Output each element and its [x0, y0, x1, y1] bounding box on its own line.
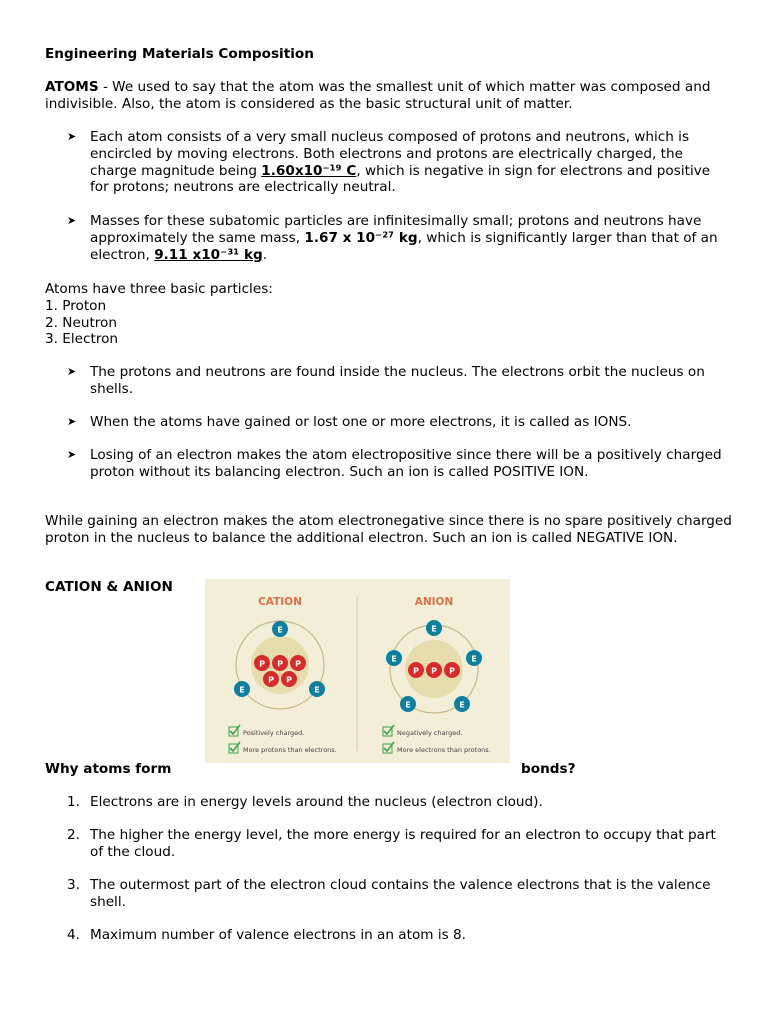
electron — [426, 620, 442, 636]
svg-text:P: P — [268, 675, 274, 685]
list-text: Electrons are in energy levels around the nucleus (electron cloud). — [90, 794, 543, 810]
proton — [290, 655, 306, 671]
list-item: 1. Proton — [45, 297, 107, 314]
particles-intro: Atoms have three basic particles: — [45, 281, 273, 297]
anion-note: More electrons than protons. — [397, 746, 491, 754]
arrow-bullet-icon: ➤ — [67, 130, 77, 143]
electron-mass-value: 9.11 x10⁻³¹ kg — [154, 246, 263, 263]
list-number: 2. — [67, 827, 80, 843]
arrow-bullet-icon: ➤ — [67, 365, 77, 378]
atoms-paragraph — [45, 79, 735, 113]
svg-text:P: P — [259, 659, 265, 669]
electron — [386, 650, 402, 666]
proton — [263, 671, 279, 687]
list-item: 3. Electron — [45, 331, 119, 348]
anion-note: Negatively charged. — [397, 729, 463, 737]
svg-text:E: E — [239, 685, 245, 695]
anion-title: ANION — [414, 596, 454, 608]
bullet-text: Each atom consists of a very small nucleus composed of protons and neutrons, which is encircled by moving electrons. Both electrons and protons are electrically charged, the charge magnitude being — [90, 129, 690, 179]
bullet-item — [45, 447, 725, 481]
svg-text:P: P — [449, 666, 455, 676]
list-number: 4. — [67, 927, 80, 943]
svg-text:E: E — [431, 624, 437, 634]
list-item — [45, 877, 725, 911]
electron — [272, 621, 288, 637]
list-text: The outermost part of the electron cloud contains the valence electrons that is the valence shell. — [90, 877, 711, 910]
svg-text:P: P — [295, 659, 301, 669]
particles-list — [45, 281, 735, 348]
svg-text:P: P — [277, 659, 283, 669]
check-icon — [383, 725, 394, 736]
arrow-bullet-icon: ➤ — [67, 415, 77, 428]
electron — [234, 681, 250, 697]
proton — [254, 655, 270, 671]
bullet-item — [45, 364, 725, 398]
electron-charge-value: 1.60x10⁻¹⁹ C — [261, 162, 357, 179]
proton — [281, 671, 297, 687]
cation-anion-figure — [205, 579, 510, 763]
proton — [426, 662, 442, 678]
page-title: Engineering Materials Composition — [45, 46, 314, 62]
bullet-text: Losing of an electron makes the atom electropositive since there will be a positively charged proton without its balancing electron. Such an ion is called POSITIVE ION. — [90, 447, 722, 480]
check-icon — [229, 725, 240, 736]
arrow-bullet-icon: ➤ — [67, 214, 77, 227]
check-icon — [229, 742, 240, 753]
proton — [272, 655, 288, 671]
why-heading-left: Why atoms form — [45, 761, 172, 777]
ion-diagram — [205, 579, 510, 763]
list-item: 2. Neutron — [45, 314, 117, 331]
list-item — [45, 794, 725, 811]
svg-text:E: E — [314, 685, 320, 695]
electron — [454, 696, 470, 712]
list-number: 3. — [67, 877, 80, 893]
svg-text:E: E — [277, 625, 283, 635]
list-item — [45, 827, 725, 861]
bullet-text: . — [262, 246, 268, 263]
list-text: Maximum number of valence electrons in an atom is 8. — [90, 927, 466, 943]
proton-mass-value: 1.67 x 10⁻²⁷ kg — [304, 229, 418, 246]
svg-text:P: P — [431, 666, 437, 676]
bullet-text: When the atoms have gained or lost one or more electrons, it is called as IONS. — [90, 414, 632, 430]
svg-text:P: P — [413, 666, 419, 676]
cation-note: More protons than electrons. — [243, 746, 337, 754]
svg-text:P: P — [286, 675, 292, 685]
electron — [466, 650, 482, 666]
atoms-intro: - We used to say that the atom was the smallest unit of which matter was composed and indivisible. Also, the atom is considered as the basic structural unit of matter. — [45, 79, 711, 112]
bullet-item — [45, 129, 725, 196]
proton — [408, 662, 424, 678]
bullet-text: The protons and neutrons are found inside the nucleus. The electrons orbit the nucleus on shells. — [90, 364, 705, 397]
svg-text:E: E — [405, 700, 411, 710]
svg-text:E: E — [459, 700, 465, 710]
proton — [444, 662, 460, 678]
bullet-text: Masses for these subatomic particles are infinitesimally small; protons and neutrons have approximately the same mass, — [90, 213, 702, 246]
cation-anion-heading: CATION & ANION — [45, 579, 173, 595]
list-item — [45, 927, 725, 944]
list-number: 1. — [67, 794, 80, 810]
list-text: The higher the energy level, the more energy is required for an electron to occupy that part of the cloud. — [90, 827, 716, 860]
arrow-bullet-icon: ➤ — [67, 448, 77, 461]
why-heading-right: bonds? — [521, 761, 576, 777]
bullet-text: , which is significantly larger than that of an electron, — [90, 229, 718, 263]
electron — [400, 696, 416, 712]
cation-note: Positively charged. — [243, 729, 305, 737]
svg-text:E: E — [391, 654, 397, 664]
check-icon — [383, 742, 394, 753]
atoms-heading: ATOMS — [45, 79, 99, 95]
gaining-paragraph: While gaining an electron makes the atom electronegative since there is no spare positively charged proton in the nucleus to balance the additional electron. Such an ion is called NEGATIVE ION. — [45, 513, 732, 546]
cation-title: CATION — [258, 596, 302, 608]
electron — [309, 681, 325, 697]
bullet-item — [45, 213, 725, 263]
svg-text:E: E — [471, 654, 477, 664]
bullet-item — [45, 414, 725, 431]
bullet-text: , which is negative in sign for electrons and positive for protons; neutrons are electrically neutral. — [90, 162, 711, 196]
